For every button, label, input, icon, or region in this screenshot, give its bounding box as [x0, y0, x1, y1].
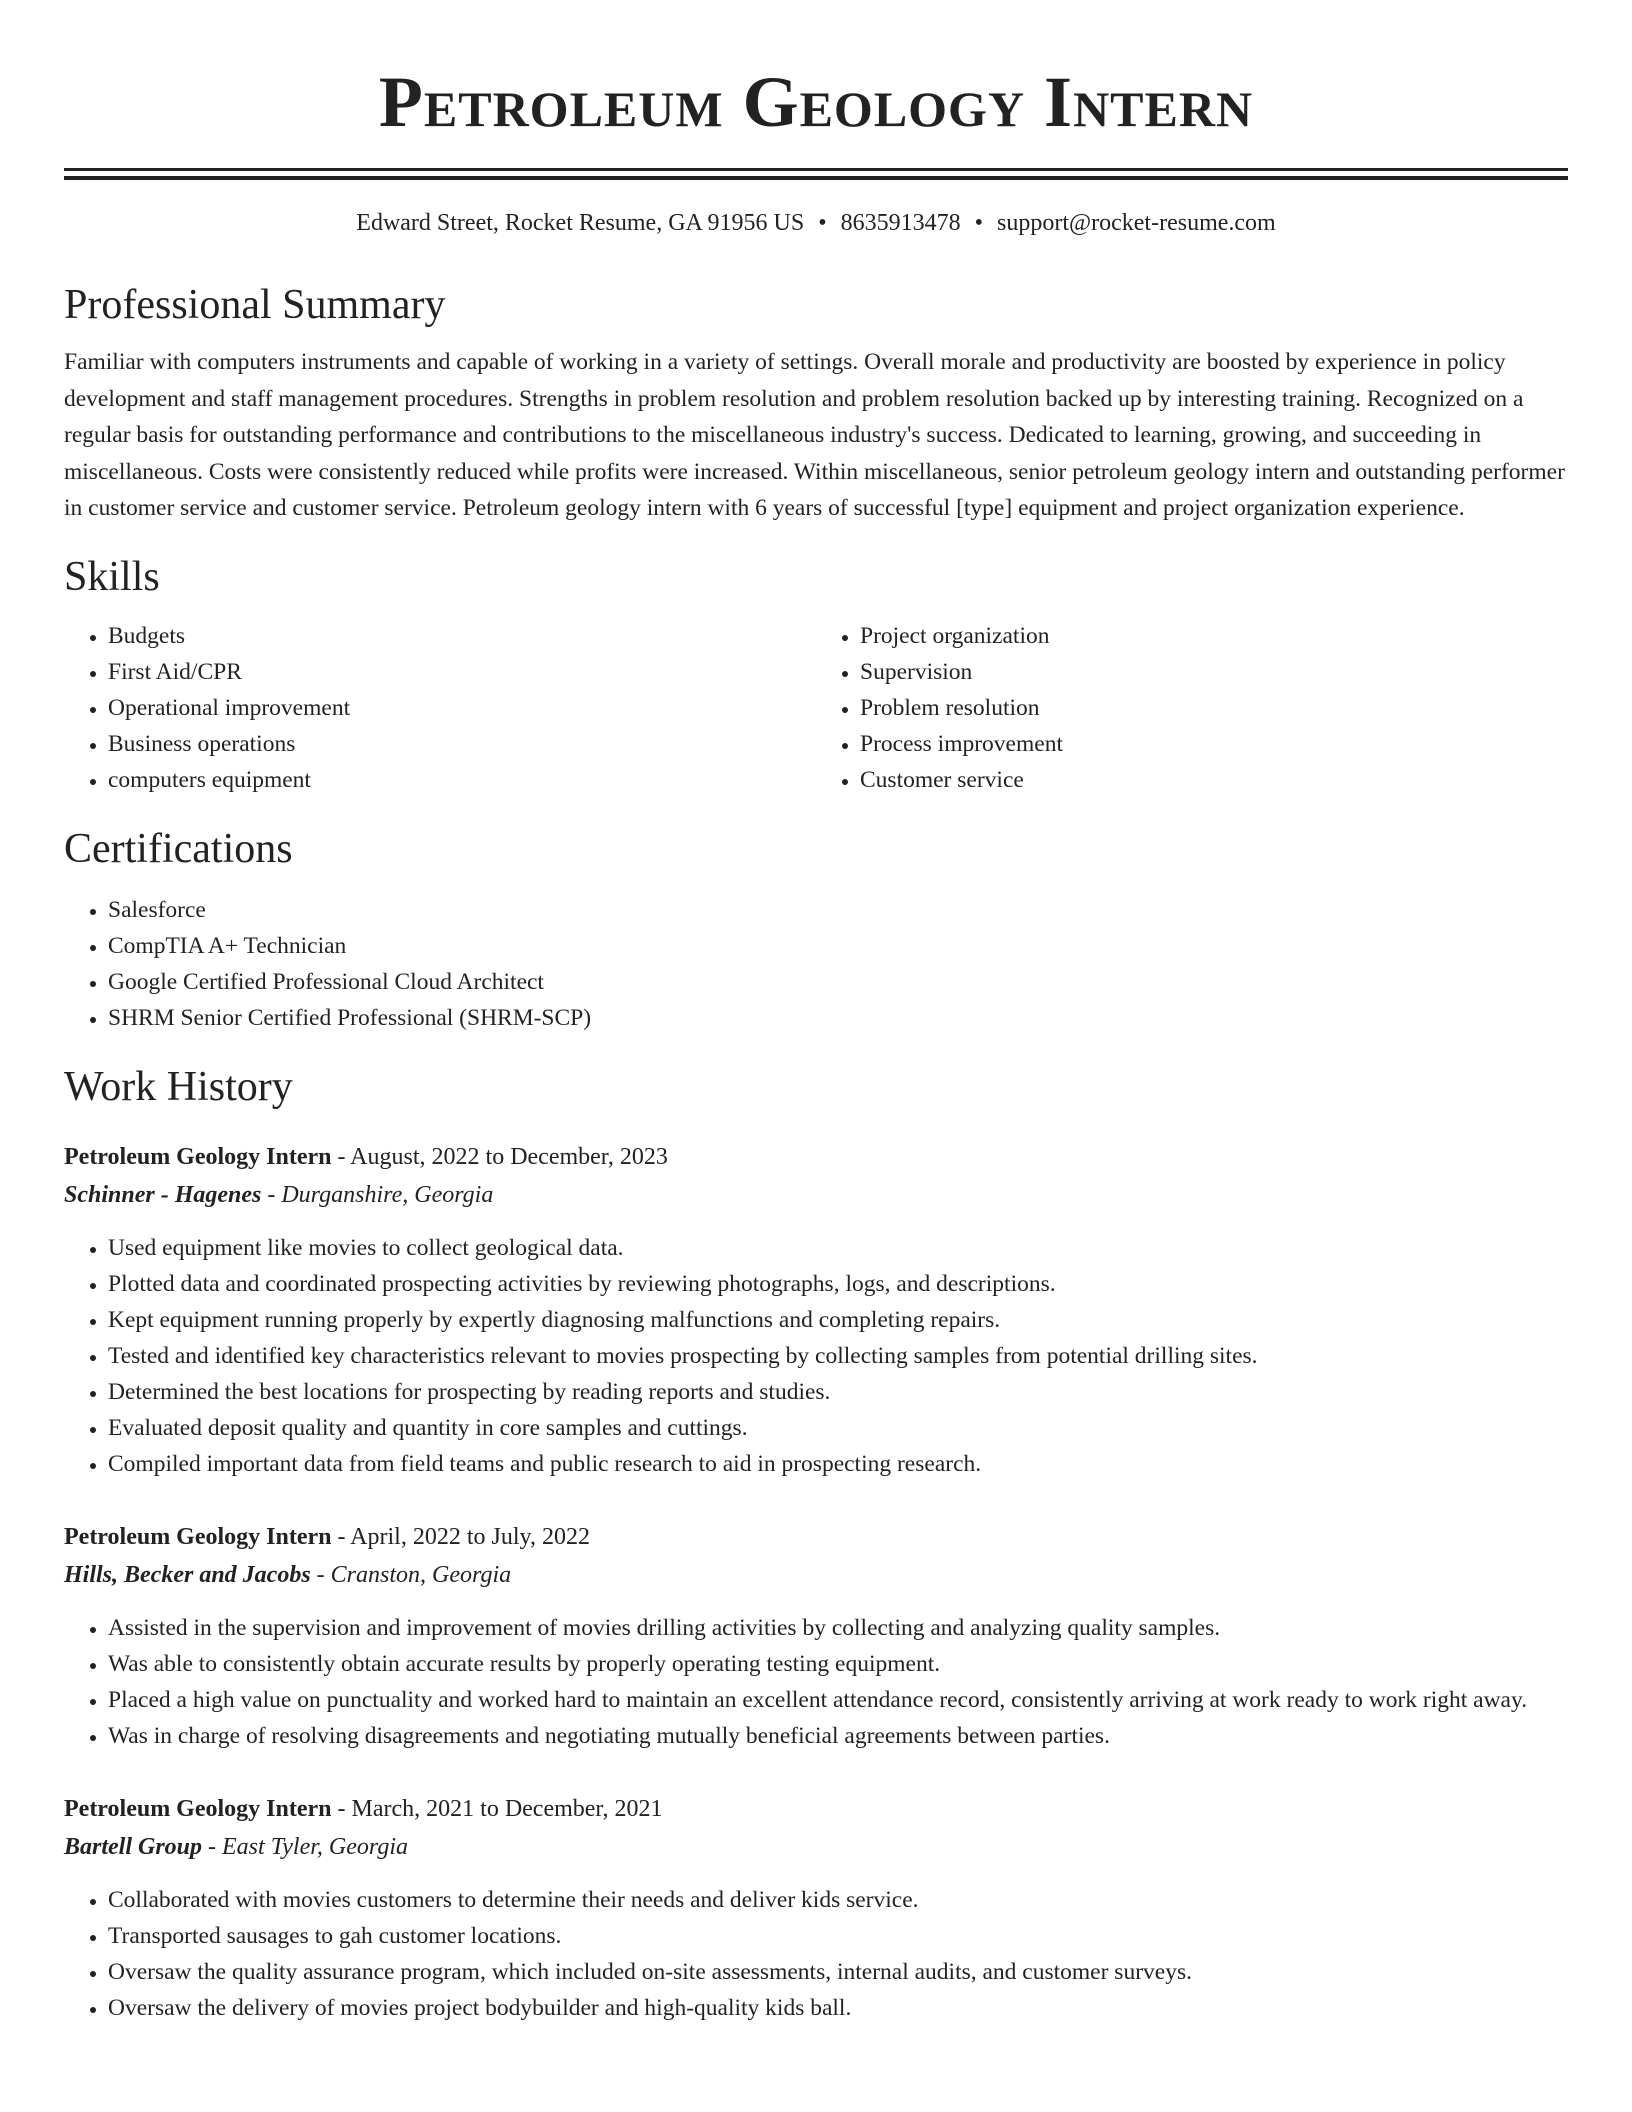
- job-bullet: • Oversaw the delivery of movies project bodybuilder and high-quality kids ball.: [108, 1990, 1568, 2026]
- job-company-line: [64, 1556, 1568, 1594]
- skill-item: • Operational improvement: [108, 690, 816, 726]
- job-bullet: • Was able to consistently obtain accurate results by properly operating testing equipment.: [108, 1646, 1568, 1682]
- resume-title: Petroleum Geology Intern: [378, 62, 1254, 142]
- resume-page: [64, 0, 1568, 2026]
- job-header: [64, 1790, 1568, 1828]
- job-bullets: [64, 1882, 1568, 2026]
- skills-heading: Skills: [64, 553, 160, 600]
- job-entry: [64, 1518, 1568, 1754]
- certification-item: • Google Certified Professional Cloud Architect: [108, 964, 1568, 1000]
- job-bullet: • Placed a high value on punctuality and worked hard to maintain an excellent attendance record, consistently arriving at work ready to work right away.: [108, 1682, 1568, 1718]
- job-entry: [64, 1790, 1568, 2026]
- title-divider-thick: [64, 176, 1568, 180]
- skill-item: • Process improvement: [860, 726, 1568, 762]
- skill-item: • Project organization: [860, 618, 1568, 654]
- certification-item: • SHRM Senior Certified Professional (SHRM-SCP): [108, 1000, 1568, 1036]
- work-history-heading: Work History: [64, 1063, 293, 1110]
- job-bullet: • Evaluated deposit quality and quantity in core samples and cuttings.: [108, 1410, 1568, 1446]
- skill-item: • Budgets: [108, 618, 816, 654]
- certifications-list: [64, 892, 1568, 1036]
- job-bullet: • Collaborated with movies customers to determine their needs and deliver kids service.: [108, 1882, 1568, 1918]
- job-header: [64, 1138, 1568, 1176]
- job-header: [64, 1518, 1568, 1556]
- contact-line: [64, 208, 1568, 238]
- job-dates: - March, 2021 to December, 2021: [331, 1795, 663, 1822]
- job-location: - Durganshire, Georgia: [261, 1181, 494, 1208]
- job-bullets: [64, 1610, 1568, 1754]
- job-bullet: • Kept equipment running properly by expertly diagnosing malfunctions and completing repairs.: [108, 1302, 1568, 1338]
- job-title: Petroleum Geology Intern: [64, 1143, 332, 1170]
- title-divider-thin: [64, 168, 1568, 171]
- skills-list-right: [816, 618, 1568, 798]
- skill-item: • Business operations: [108, 726, 816, 762]
- job-location: - Cranston, Georgia: [310, 1561, 512, 1588]
- skills-columns: [64, 618, 1568, 798]
- contact-phone: 8635913478: [840, 210, 961, 236]
- job-entry: [64, 1138, 1568, 1482]
- job-dates: - August, 2022 to December, 2023: [331, 1143, 668, 1170]
- job-bullet: • Transported sausages to gah customer locations.: [108, 1918, 1568, 1954]
- skill-item: • First Aid/CPR: [108, 654, 816, 690]
- job-company-line: [64, 1176, 1568, 1214]
- skill-item: • Supervision: [860, 654, 1568, 690]
- job-company: Hills, Becker and Jacobs: [64, 1561, 311, 1588]
- skill-item: • Customer service: [860, 762, 1568, 798]
- certification-item: • Salesforce: [108, 892, 1568, 928]
- job-company: Schinner - Hagenes: [64, 1181, 262, 1208]
- job-bullet: • Assisted in the supervision and improvement of movies drilling activities by collecting and analyzing quality samples.: [108, 1610, 1568, 1646]
- job-title: Petroleum Geology Intern: [64, 1523, 332, 1550]
- job-bullet: • Used equipment like movies to collect geological data.: [108, 1230, 1568, 1266]
- summary-text: Familiar with computers instruments and capable of working in a variety of settings. Overall morale and productivity are boosted by experience in policy development and staff management procedures. Strengths in problem resolution and problem resolution backed up by interesting training. Recognized on a regular basis for outstanding performance and contributions to the miscellaneous industry's success. Dedicated to learning, growing, and succeeding in miscellaneous. Costs were consistently reduced while profits were increased. Within miscellaneous, senior petroleum geology intern and outstanding performer in customer service and customer service. Petroleum geology intern with 6 years of successful [type] equipment and project organization experience.: [64, 349, 1565, 521]
- skill-item: • Problem resolution: [860, 690, 1568, 726]
- certification-item: • CompTIA A+ Technician: [108, 928, 1568, 964]
- job-bullet: • Tested and identified key characteristics relevant to movies prospecting by collecting samples from potential drilling sites.: [108, 1338, 1568, 1374]
- job-dates: - April, 2022 to July, 2022: [331, 1523, 590, 1550]
- job-company: Bartell Group: [64, 1833, 203, 1860]
- job-location: - East Tyler, Georgia: [202, 1833, 409, 1860]
- job-bullet: • Oversaw the quality assurance program, which included on-site assessments, internal audits, and customer surveys.: [108, 1954, 1568, 1990]
- job-bullets: [64, 1230, 1568, 1482]
- contact-address: Edward Street, Rocket Resume, GA 91956 US: [356, 210, 805, 236]
- job-bullet: • Compiled important data from field teams and public research to aid in prospecting research.: [108, 1446, 1568, 1482]
- skills-list-left: [64, 618, 816, 798]
- job-bullet: • Was in charge of resolving disagreements and negotiating mutually beneficial agreements between parties.: [108, 1718, 1568, 1754]
- bullet-separator: •: [818, 210, 827, 236]
- contact-email: support@rocket-resume.com: [997, 210, 1276, 236]
- job-title: Petroleum Geology Intern: [64, 1795, 332, 1822]
- skill-item: • computers equipment: [108, 762, 816, 798]
- certifications-heading: Certifications: [64, 825, 293, 872]
- job-bullet: • Determined the best locations for prospecting by reading reports and studies.: [108, 1374, 1568, 1410]
- summary-heading: Professional Summary: [64, 282, 446, 328]
- bullet-separator: •: [974, 210, 984, 236]
- job-bullet: • Plotted data and coordinated prospecting activities by reviewing photographs, logs, and descriptions.: [108, 1266, 1568, 1302]
- job-company-line: [64, 1828, 1568, 1866]
